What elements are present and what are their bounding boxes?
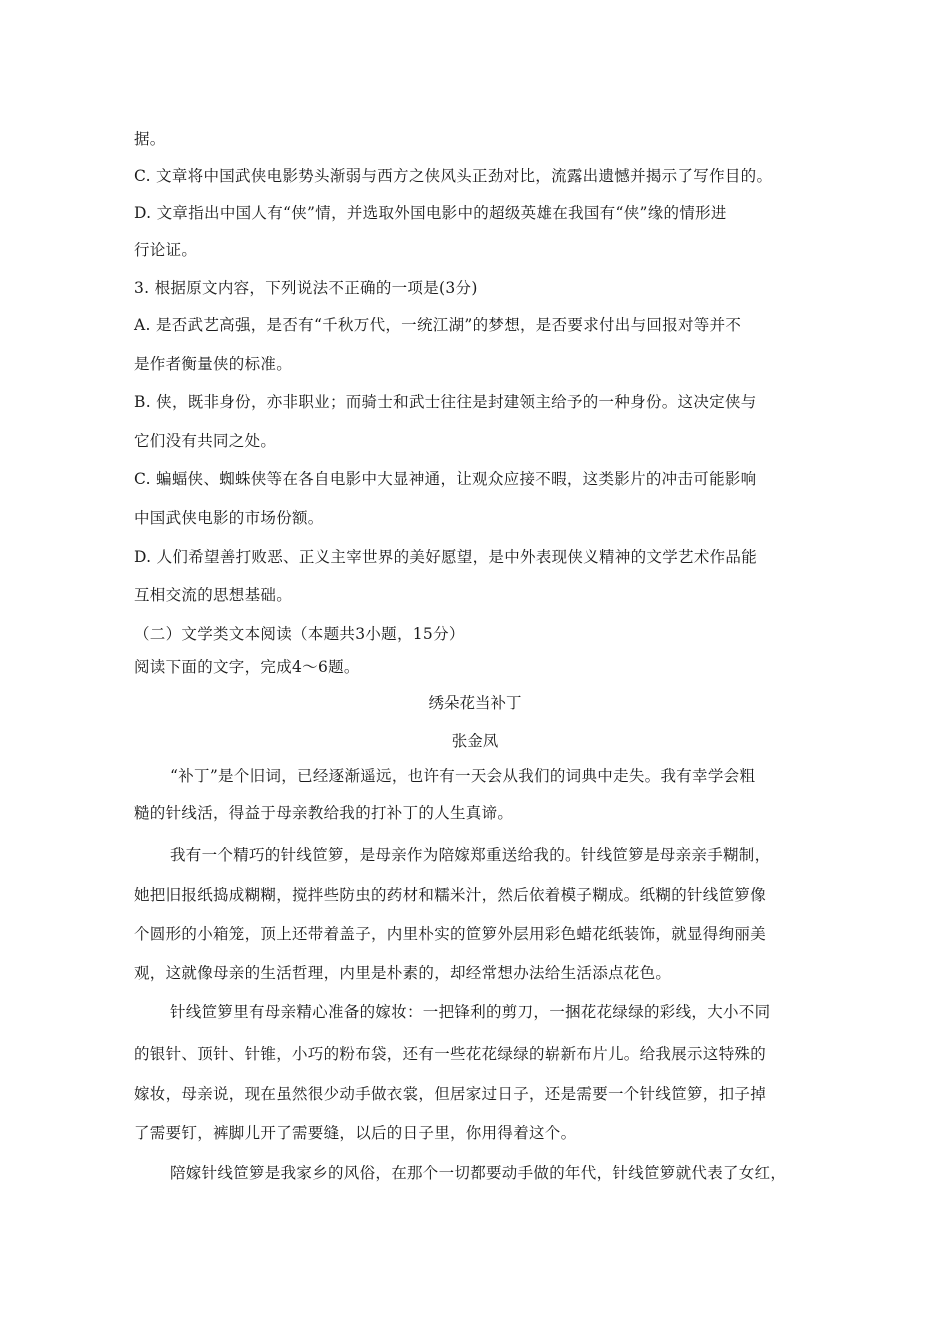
article-author: 张金凤 [451, 732, 499, 750]
paragraph-line: 我有一个精巧的针线笸箩，是母亲作为陪嫁郑重送给我的。针线笸箩是母亲亲手糊制， [170, 846, 771, 864]
option-c-line: C. 蝙蝠侠、蜘蛛侠等在各自电影中大显神通，让观众应接不暇，这类影片的冲击可能影响 [134, 470, 757, 488]
paragraph-line: 观，这就像母亲的生活哲理，内里是朴素的，却经常想办法给生活添点花色。 [134, 964, 672, 982]
text-line: 据。 [134, 130, 166, 148]
option-a-line: A. 是否武艺高强，是否有“千秋万代，一统江湖”的梦想，是否要求付出与回报对等并不 [134, 316, 742, 334]
paragraph-line: 的银针、顶针、针锥，小巧的粉布袋，还有一些花花绿绿的崭新布片儿。给我展示这特殊的 [134, 1045, 767, 1063]
section-heading: （二）文学类文本阅读（本题共3小题，15分） [134, 625, 465, 643]
text-line: 行论证。 [134, 241, 198, 259]
text-line: 中国武侠电影的市场份额。 [134, 509, 324, 527]
text-line: 互相交流的思想基础。 [134, 586, 293, 604]
option-d-line: D. 文章指出中国人有“侠”情，并选取外国电影中的超级英雄在我国有“侠”缘的情形进 [134, 204, 727, 222]
paragraph-line: “补丁”是个旧词，已经逐渐遥远，也许有一天会从我们的词典中走失。我有幸学会粗 [170, 767, 756, 785]
paragraph-line: 针线笸箩里有母亲精心准备的嫁妆：一把锋利的剪刀，一捆花花绿绿的彩线，大小不同 [170, 1003, 771, 1021]
text-line: 是作者衡量侠的标准。 [134, 355, 293, 373]
option-c-line: C. 文章将中国武侠电影势头渐弱与西方之侠风头正劲对比，流露出遗憾并揭示了写作目的。 [134, 167, 773, 185]
paragraph-line: 糙的针线活，得益于母亲教给我的打补丁的人生真谛。 [134, 804, 514, 822]
paragraph-line: 了需要钉，裤脚儿开了需要缝，以后的日子里，你用得着这个。 [134, 1124, 577, 1142]
question-3-line: 3. 根据原文内容，下列说法不正确的一项是(3分) [134, 279, 478, 297]
article-title: 绣朵花当补丁 [428, 694, 522, 712]
instruction-line: 阅读下面的文字，完成4～6题。 [134, 658, 360, 676]
option-b-line: B. 侠，既非身份，亦非职业；而骑士和武士往往是封建领主给予的一种身份。这决定侠与 [134, 393, 757, 411]
option-d-line: D. 人们希望善打败恶、正义主宰世界的美好愿望，是中外表现侠义精神的文学艺术作品能 [134, 548, 758, 566]
text-line: 它们没有共同之处。 [134, 432, 277, 450]
paragraph-line: 嫁妆，母亲说，现在虽然很少动手做衣裳，但居家过日子，还是需要一个针线笸箩，扣子掉 [134, 1085, 767, 1103]
paragraph-line: 陪嫁针线笸箩是我家乡的风俗，在那个一切都要动手做的年代，针线笸箩就代表了女红， [170, 1164, 787, 1182]
paragraph-line: 个圆形的小箱笼，顶上还带着盖子，内里朴实的笸箩外层用彩色蜡花纸装饰，就显得绚丽美 [134, 925, 767, 943]
paragraph-line: 她把旧报纸捣成糊糊，搅拌些防虫的药材和糯米汁，然后依着模子糊成。纸糊的针线笸箩像 [134, 886, 767, 904]
